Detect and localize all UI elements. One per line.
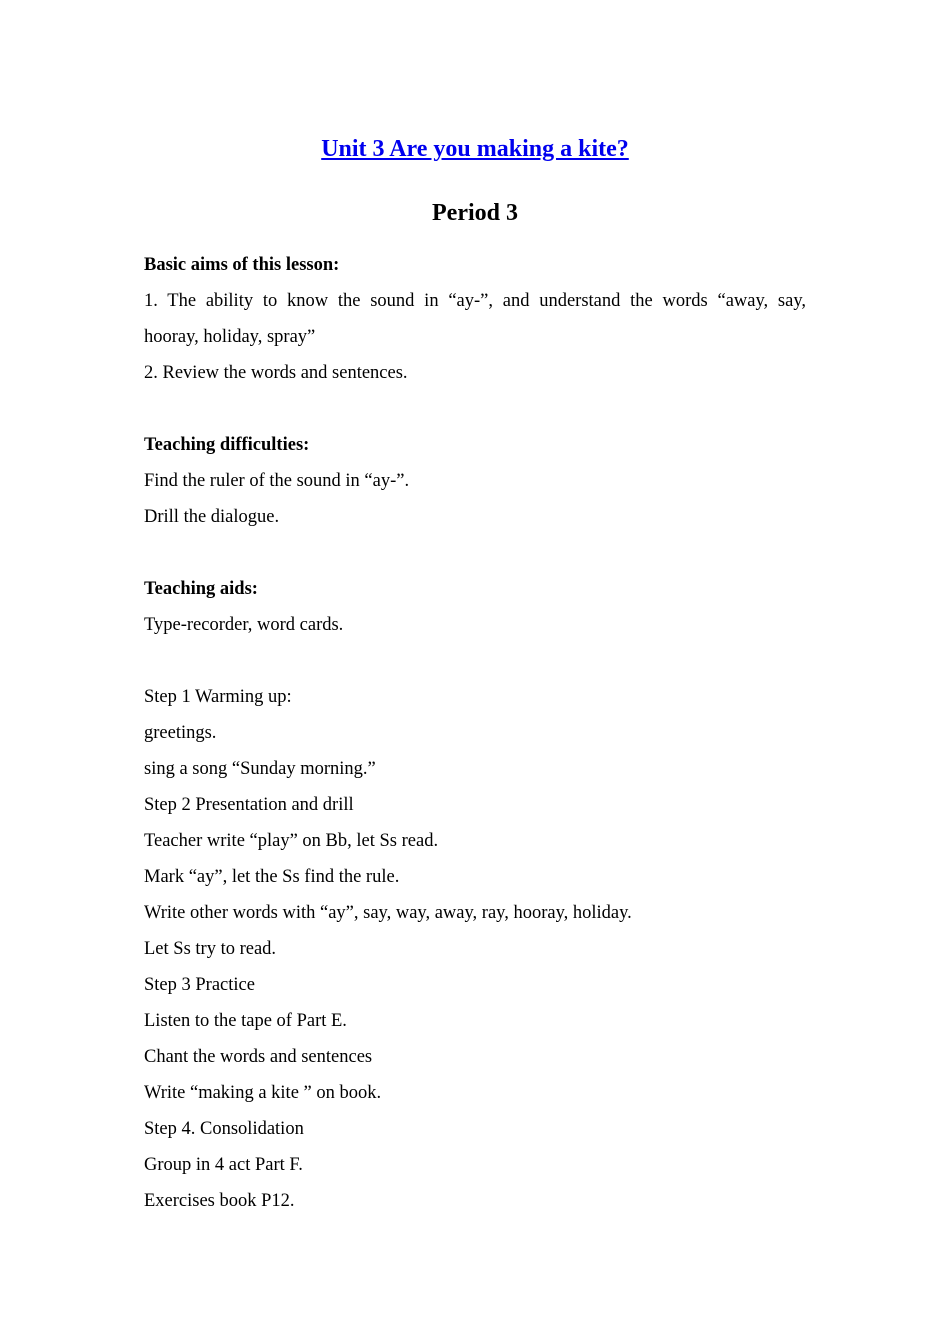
lesson-body [144, 247, 806, 1219]
step-line: Step 2 Presentation and drill [144, 795, 354, 815]
document-title-link[interactable]: Unit 3 Are you making a kite? [321, 136, 629, 162]
step-line: Let Ss try to read. [144, 939, 277, 959]
step-line: Listen to the tape of Part E. [144, 1011, 347, 1031]
step-line: Write “making a kite ” on book. [144, 1083, 382, 1103]
step-line: Mark “ay”, let the Ss find the rule. [144, 867, 400, 887]
aims-item-1-line-1: 1. The ability to know the sound in “ay-”, and understand the words “away, say, [144, 291, 806, 311]
step-line: Step 1 Warming up: [144, 687, 292, 707]
blank-line [144, 535, 806, 571]
aids-heading: Teaching aids: [144, 579, 258, 599]
step-line: sing a song “Sunday morning.” [144, 759, 376, 779]
step-line: Step 3 Practice [144, 975, 255, 995]
period-heading: Period 3 [432, 200, 518, 226]
step-line: Write other words with “ay”, say, way, away, ray, hooray, holiday. [144, 903, 632, 923]
aids-line: Type-recorder, word cards. [144, 615, 344, 635]
difficulties-line: Find the ruler of the sound in “ay-”. [144, 471, 410, 491]
step-line: Group in 4 act Part F. [144, 1155, 303, 1175]
difficulties-line: Drill the dialogue. [144, 507, 280, 527]
step-line: Chant the words and sentences [144, 1047, 373, 1067]
aims-heading: Basic aims of this lesson: [144, 255, 340, 275]
document-title [144, 133, 806, 165]
step-line: Exercises book P12. [144, 1191, 295, 1211]
step-line: Step 4. Consolidation [144, 1119, 304, 1139]
aims-item-1-line-2: hooray, holiday, spray” [144, 327, 316, 347]
step-line: Teacher write “play” on Bb, let Ss read. [144, 831, 439, 851]
blank-line [144, 643, 806, 679]
aims-item-2: 2. Review the words and sentences. [144, 363, 408, 383]
step-line: greetings. [144, 723, 217, 743]
difficulties-heading: Teaching difficulties: [144, 435, 310, 455]
blank-line [144, 391, 806, 427]
